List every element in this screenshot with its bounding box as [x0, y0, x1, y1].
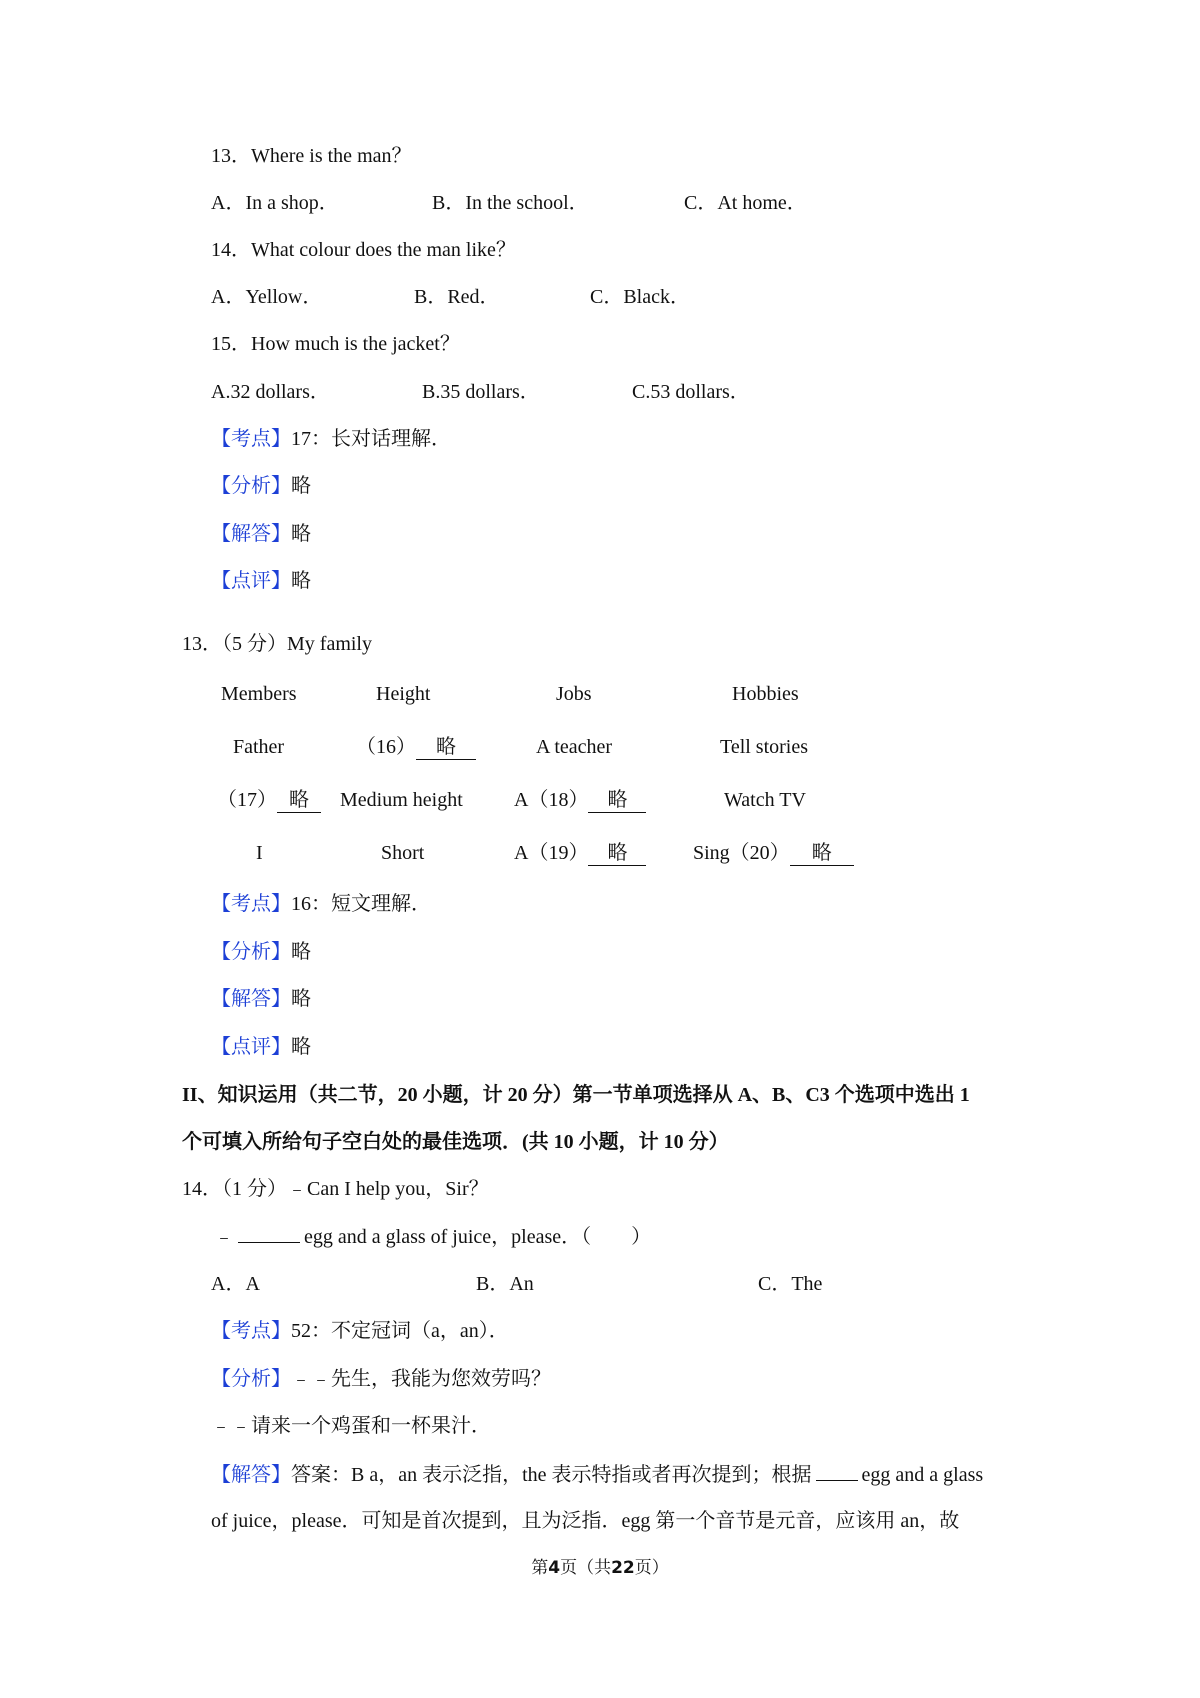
answer-18: 略: [588, 788, 646, 813]
jieda-label: 【解答】: [211, 988, 291, 1010]
row3-member: I: [256, 842, 263, 864]
jieda-label: 【解答】: [211, 523, 291, 545]
q13-option-a: A．In a shop．: [211, 192, 339, 214]
jieda-row: [211, 520, 311, 548]
q14-option-b: B．Red．: [414, 286, 500, 308]
blank-prefix-19: A（19）: [514, 842, 589, 864]
fenxi-text: 略: [291, 941, 311, 963]
q14-option-c: C．Black．: [590, 286, 690, 308]
kaodian-label: 【考点】: [211, 1320, 291, 1342]
q15-option-c: C.53 dollars．: [632, 381, 750, 403]
q13-option-c: C．At home．: [684, 192, 807, 214]
answer-17: 略: [277, 788, 321, 813]
q14-option-a: A．Yellow．: [211, 286, 323, 308]
q14-option-c: C．The: [758, 1273, 823, 1295]
kaodian-row: [211, 425, 451, 453]
row2-job: [514, 786, 646, 814]
kaodian-label: 【考点】: [211, 893, 291, 915]
row2-member: [217, 786, 321, 814]
answer-19: 略: [588, 841, 646, 866]
page-total: 22: [611, 1558, 635, 1578]
jieda-label: 【解答】: [211, 1464, 291, 1486]
dianping-row: [211, 567, 311, 595]
fenxi-row: [211, 938, 311, 966]
answer-20: 略: [790, 841, 854, 866]
fenxi-label: 【分析】: [211, 1368, 291, 1390]
row1-hobby: Tell stories: [720, 736, 809, 758]
q14-option-a: A．A: [211, 1273, 260, 1295]
q15-option-b: B.35 dollars．: [422, 381, 540, 403]
q13-option-b: B．In the school．: [432, 192, 589, 214]
section-heading-line1: II、知识运用（共二节，20 小题，计 20 分）第一节单项选择从 A、B、C3 个选项中选出 1: [182, 1084, 970, 1106]
row1-member: Father: [233, 736, 285, 758]
jieda-row: [211, 985, 311, 1013]
jieda-text: 略: [291, 523, 311, 545]
kaodian-row: [211, 890, 431, 918]
fenxi-line2: ﹣﹣请来一个鸡蛋和一杯果汁．: [211, 1415, 491, 1437]
fenxi-label: 【分析】: [211, 941, 291, 963]
dianping-label: 【点评】: [211, 570, 291, 592]
fenxi-row: [211, 472, 311, 500]
section-heading-line2: 个可填入所给句子空白处的最佳选项．(共 10 小题，计 10 分）: [182, 1131, 729, 1153]
jieda-text-b: egg and a glass: [861, 1464, 984, 1486]
row2-height: Medium height: [340, 789, 463, 811]
answer-16: 略: [416, 735, 476, 760]
row3-hobby: [693, 839, 854, 867]
row1-height: [356, 733, 476, 761]
dianping-row: [211, 1033, 311, 1061]
blank-prefix-18: A（18）: [514, 789, 589, 811]
dianping-label: 【点评】: [211, 1036, 291, 1058]
kaodian-text: 17：长对话理解．: [291, 428, 451, 450]
page-footer: [0, 1556, 1200, 1580]
jieda-row: [211, 1460, 983, 1489]
question-15-text: 15．How much is the jacket？: [211, 333, 460, 355]
jieda-text: 略: [291, 988, 311, 1010]
jieda-line2: of juice，please．可知是首次提到，且为泛指．egg 第一个音节是元音，应该用 an，故: [211, 1510, 960, 1532]
footer-post: 页）: [634, 1558, 669, 1578]
row3-height: Short: [381, 842, 425, 864]
page-number: 4: [548, 1558, 561, 1578]
kaodian-text: 52：不定冠词（a，an）．: [291, 1320, 509, 1342]
blank-prefix-20: Sing（20）: [693, 842, 790, 864]
answer-blank: [238, 1222, 300, 1243]
dianping-text: 略: [291, 570, 311, 592]
row1-job: A teacher: [536, 736, 613, 758]
fenxi-label: 【分析】: [211, 475, 291, 497]
table-header-hobbies: Hobbies: [732, 683, 799, 705]
q14-option-b: B．An: [476, 1273, 534, 1295]
table-header-jobs: Jobs: [556, 683, 592, 705]
fenxi-row: [211, 1365, 551, 1393]
row3-job: [514, 839, 646, 867]
kaodian-label: 【考点】: [211, 428, 291, 450]
q15-option-a: A.32 dollars．: [211, 381, 330, 403]
question-13-text: 13．Where is the man？: [211, 145, 412, 167]
fenxi-text: 略: [291, 475, 311, 497]
kaodian-text: 16：短文理解．: [291, 893, 431, 915]
row2-hobby: Watch TV: [724, 789, 806, 811]
footer-mid: 页（共: [560, 1558, 612, 1578]
dianping-text: 略: [291, 1036, 311, 1058]
q14-line2-text: egg and a glass of juice，please．（ ）: [304, 1226, 652, 1248]
question-14-line2: [214, 1222, 651, 1251]
question-13-title: 13．（5 分）My family: [182, 633, 372, 655]
answer-blank: [816, 1460, 858, 1481]
table-header-height: Height: [376, 683, 431, 705]
kaodian-row: [211, 1317, 509, 1345]
blank-number-16: （16）: [356, 736, 416, 758]
footer-pre: 第: [531, 1558, 549, 1578]
blank-number-17: （17）: [217, 789, 277, 811]
jieda-text-a: 答案：B a，an 表示泛指，the 表示特指或者再次提到；根据: [291, 1464, 812, 1486]
question-14-text: 14．What colour does the man like？: [211, 239, 516, 261]
question-14-title: 14．（1 分）﹣Can I help you，Sir？: [182, 1178, 489, 1200]
fenxi-text: ﹣﹣先生，我能为您效劳吗？: [291, 1368, 551, 1390]
dash: ﹣: [214, 1226, 234, 1248]
table-header-members: Members: [221, 683, 297, 705]
